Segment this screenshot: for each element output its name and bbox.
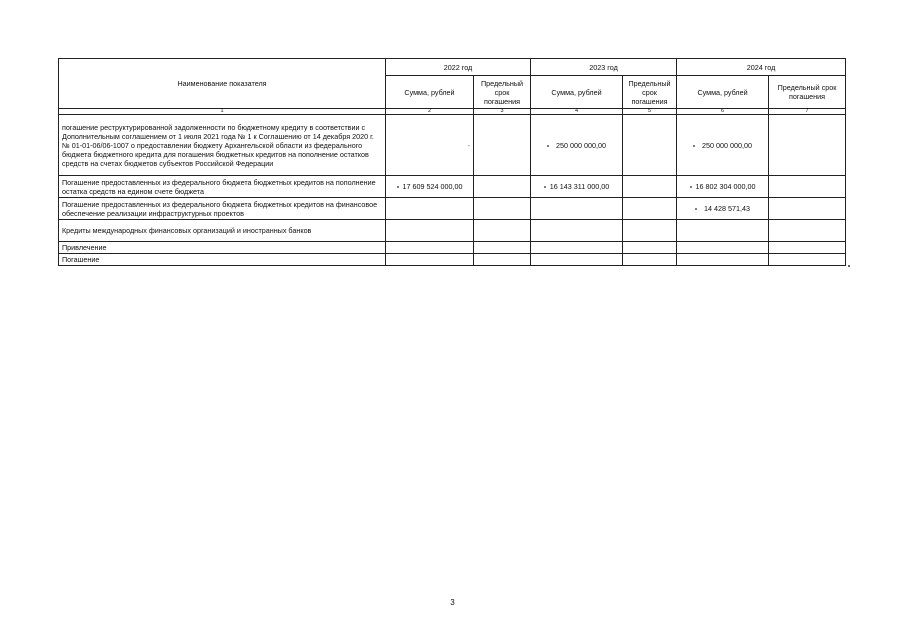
- amount-2022: [386, 220, 474, 242]
- year-2024-header: 2024 год: [677, 59, 846, 76]
- column-number: 3: [474, 109, 531, 115]
- sum-2023-header: Сумма, рублей: [531, 76, 623, 109]
- indicator-name-header: Наименование показателя: [59, 59, 386, 109]
- deadline-2024-cell: [769, 220, 846, 242]
- table-row: [59, 254, 846, 266]
- amount-2023: [531, 198, 623, 220]
- bullet-dot-icon: [693, 145, 695, 147]
- row-name: Кредиты международных финансовых организаций и иностранных банков: [59, 220, 386, 242]
- amount-2023: [531, 254, 623, 266]
- deadline-2024-cell: [769, 198, 846, 220]
- deadline-2024-cell: [769, 115, 846, 176]
- bullet-dot-icon: [695, 208, 697, 210]
- amount-2024: [677, 242, 769, 254]
- year-2023-header: 2023 год: [531, 59, 677, 76]
- stray-mark: [848, 265, 850, 267]
- bullet-dot-icon: [690, 186, 692, 188]
- row-name: Погашение предоставленных из федерального бюджета бюджетных кредитов на финансовое обеспечение реализации инфраструктурных проектов: [59, 198, 386, 220]
- sum-2022-header: Сумма, рублей: [386, 76, 474, 109]
- column-number: 6: [677, 109, 769, 115]
- table-row: [59, 220, 846, 242]
- row-name: Привлечение: [59, 242, 386, 254]
- deadline-2024-cell: [769, 176, 846, 198]
- deadline-2024-cell: [769, 254, 846, 266]
- amount-2023: [531, 115, 623, 176]
- column-number: 1: [59, 109, 386, 115]
- amount-2024-value: 16 802 304 000,00: [695, 182, 756, 191]
- deadline-2023-cell: [623, 242, 677, 254]
- amount-2022: [386, 254, 474, 266]
- column-number: 4: [531, 109, 623, 115]
- deadline-2022-header: Предельный срок погашения: [474, 76, 531, 109]
- amount-2024: [677, 220, 769, 242]
- amount-2022: [386, 198, 474, 220]
- amount-2023: [531, 242, 623, 254]
- deadline-2023-header: Предельный срок погашения: [623, 76, 677, 109]
- deadline-2022-cell: [474, 242, 531, 254]
- amount-2022: -: [386, 115, 474, 176]
- deadline-2022-cell: [474, 220, 531, 242]
- bullet-dot-icon: [544, 186, 546, 188]
- amount-2024-value: 14 428 571,43: [704, 204, 751, 213]
- deadline-2022-cell: [474, 115, 531, 176]
- amount-2024: [677, 198, 769, 220]
- deadline-2022-cell: [474, 176, 531, 198]
- deadline-2024-header: Предельный срок погашения: [769, 76, 846, 109]
- row-name: Погашение: [59, 254, 386, 266]
- table-row: [59, 176, 846, 198]
- column-number: 5: [623, 109, 677, 115]
- deadline-2023-cell: [623, 176, 677, 198]
- amount-2022: [386, 242, 474, 254]
- column-number: 7: [769, 109, 846, 115]
- amount-2022: [386, 176, 474, 198]
- amount-2022-value: 17 609 524 000,00: [402, 182, 463, 191]
- table-row: [59, 115, 846, 176]
- deadline-2023-cell: [623, 198, 677, 220]
- page-number: 3: [450, 598, 455, 607]
- deadline-2023-cell: [623, 220, 677, 242]
- column-number: 2: [386, 109, 474, 115]
- table-row: [59, 242, 846, 254]
- amount-2023: [531, 176, 623, 198]
- bullet-dot-icon: [547, 145, 549, 147]
- sum-2024-header: Сумма, рублей: [677, 76, 769, 109]
- amount-2024: [677, 254, 769, 266]
- deadline-2023-cell: [623, 254, 677, 266]
- deadline-2022-cell: [474, 254, 531, 266]
- table-row: [59, 198, 846, 220]
- amount-2024: [677, 176, 769, 198]
- deadline-2022-cell: [474, 198, 531, 220]
- row-name: Погашение предоставленных из федерального бюджета бюджетных кредитов на пополнение остатка средств на едином счете бюджета: [59, 176, 386, 198]
- year-2022-header: 2022 год: [386, 59, 531, 76]
- deadline-2023-cell: [623, 115, 677, 176]
- amount-2023-value: 16 143 311 000,00: [549, 182, 610, 191]
- amount-2023-value: 250 000 000,00: [556, 140, 606, 150]
- deadline-2024-cell: [769, 242, 846, 254]
- bullet-dot-icon: [397, 186, 399, 188]
- amount-2023: [531, 220, 623, 242]
- row-name: погашение реструктурированной задолженности по бюджетному кредиту в соответствии с Дополнительным соглашением от 1 июля 2021 года № 1 к Соглашению от 14 декабря 2020 г. № 01-01-06/06-1007 о предоставлении бюджету Архангельской области из федерального бюджета бюджетного кредита для погашения бюджетных кредитов на пополнение остатков средств на счетах бюджетов субъектов Российской Федерации: [59, 115, 386, 176]
- amount-2024: [677, 115, 769, 176]
- financing-table: [58, 58, 846, 266]
- amount-2024-value: 250 000 000,00: [702, 140, 753, 150]
